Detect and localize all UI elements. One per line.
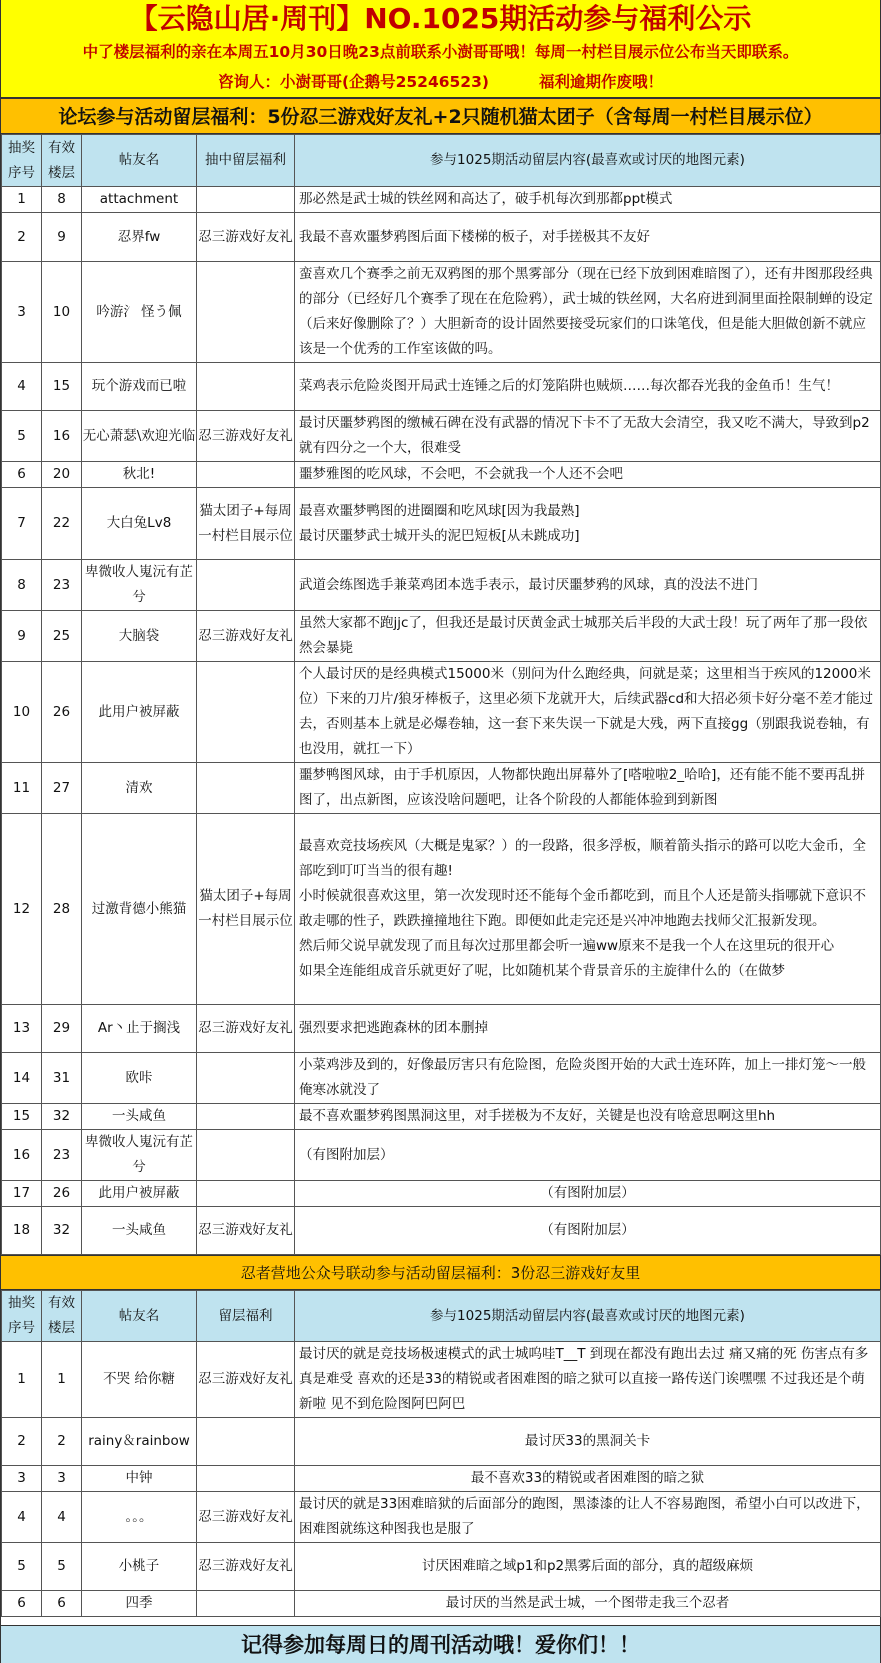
cell-lottery-no: 2 [2, 213, 42, 262]
cell-floor: 26 [42, 662, 82, 763]
expiry-notice: 福利逾期作废哦！ [538, 73, 663, 91]
table-row [2, 1342, 881, 1418]
cell-lottery-no: 9 [2, 611, 42, 662]
table-row [2, 1466, 881, 1492]
cell-floor: 26 [42, 1181, 82, 1207]
cell-lottery-no: 12 [2, 814, 42, 1005]
cell-prize: 忍三游戏好友礼 [197, 213, 295, 262]
cell-floor: 9 [42, 213, 82, 262]
cell-floor: 2 [42, 1418, 82, 1466]
cell-content: 小菜鸡涉及到的，好像最厉害只有危险图，危险炎图开始的大武士连环阵，加上一排灯笼～一般俺寒冰就没了 [295, 1053, 881, 1104]
cell-content: 最讨厌的就是竞技场极速模式的武士城呜哇T__T 到现在都没有跑出去过 痛又痛的死 伤害点有多 真是难受 喜欢的还是33的精锐或者困难图的暗之狱可以直接一路传送门诶嘿嘿 不过我还是个萌新啦 见不到危险图阿巴阿巴 [295, 1342, 881, 1418]
cell-prize: 忍三游戏好友礼 [197, 1492, 295, 1543]
cell-prize [197, 1104, 295, 1130]
cell-prize: 忍三游戏好友礼 [197, 611, 295, 662]
cell-lottery-no: 6 [2, 462, 42, 488]
cell-lottery-no: 1 [2, 187, 42, 213]
table-row [2, 1492, 881, 1543]
col-header-floor: 有效楼层 [42, 1291, 82, 1342]
claim-notice: 中了楼层福利的亲在本周五10月30日晚23点前联系小澍哥哥哦！每周一村栏目展示位公布当天即联系。 [82, 43, 799, 61]
section2-header-row [2, 1291, 881, 1342]
cell-username: 四季 [82, 1591, 197, 1617]
col-header-no: 抽奖序号 [2, 135, 42, 187]
cell-content: 最不喜欢噩梦鸦图黑洞这里，对手搓极为不友好，关键是也没有啥意思啊这里hh [295, 1104, 881, 1130]
col-header-prize: 留层福利 [197, 1291, 295, 1342]
cell-floor: 28 [42, 814, 82, 1005]
cell-floor: 32 [42, 1104, 82, 1130]
cell-content: 讨厌困难暗之域p1和p2黑雾后面的部分，真的超级麻烦 [295, 1543, 881, 1591]
cell-floor: 22 [42, 488, 82, 560]
cell-floor: 16 [42, 411, 82, 462]
cell-username: Ar丶止于搁浅 [82, 1005, 197, 1053]
table-row [2, 1207, 881, 1255]
cell-username: 无心萧瑟\欢迎光临 [82, 411, 197, 462]
cell-content: 强烈要求把逃跑森林的团本删掉 [295, 1005, 881, 1053]
cell-username: 秋北! [82, 462, 197, 488]
col-header-floor: 有效楼层 [42, 135, 82, 187]
cell-content: 最不喜欢33的精锐或者困难图的暗之狱 [295, 1466, 881, 1492]
table-row [2, 1130, 881, 1181]
footer-banner: 记得参加每周日的周刊活动哦！爱你们！！ [1, 1625, 880, 1663]
cell-username: 忍界fw [82, 213, 197, 262]
cell-prize [197, 262, 295, 363]
table-row [2, 187, 881, 213]
table-row [2, 560, 881, 611]
cell-lottery-no: 2 [2, 1418, 42, 1466]
cell-lottery-no: 1 [2, 1342, 42, 1418]
cell-username: 欧咔 [82, 1053, 197, 1104]
cell-username: 一头咸鱼 [82, 1207, 197, 1255]
cell-content: （有图附加层） [295, 1181, 881, 1207]
cell-prize [197, 187, 295, 213]
cell-lottery-no: 5 [2, 411, 42, 462]
col-header-content: 参与1025期活动留层内容(最喜欢或讨厌的地图元素) [295, 135, 881, 187]
cell-lottery-no: 8 [2, 560, 42, 611]
cell-username: 过激背德小熊猫 [82, 814, 197, 1005]
cell-floor: 4 [42, 1492, 82, 1543]
cell-prize: 猫太团子+每周一村栏目展示位 [197, 814, 295, 1005]
cell-content: 菜鸡表示危险炎图开局武士连锤之后的灯笼陷阱也贼烦……每次都吞光我的金鱼币！生气！ [295, 363, 881, 411]
cell-content: 最喜欢噩梦鸭图的进圈圈和吃风球[因为我最熟] 最讨厌噩梦武士城开头的泥巴短板[从未跳成功] [295, 488, 881, 560]
table-row [2, 814, 881, 1005]
cell-prize [197, 363, 295, 411]
table-row [2, 411, 881, 462]
cell-lottery-no: 17 [2, 1181, 42, 1207]
cell-floor: 15 [42, 363, 82, 411]
cell-username: 一头咸鱼 [82, 1104, 197, 1130]
cell-content: 武道会练图选手兼菜鸡团本选手表示，最讨厌噩梦鸦的风球，真的没法不进门 [295, 560, 881, 611]
cell-lottery-no: 16 [2, 1130, 42, 1181]
cell-floor: 27 [42, 763, 82, 814]
cell-prize: 忍三游戏好友礼 [197, 1543, 295, 1591]
cell-prize [197, 1181, 295, 1207]
cell-username: 。。。 [82, 1492, 197, 1543]
cell-lottery-no: 4 [2, 363, 42, 411]
cell-prize: 忍三游戏好友礼 [197, 1005, 295, 1053]
table-row [2, 1104, 881, 1130]
table-row [2, 1005, 881, 1053]
cell-content: 最讨厌噩梦鸦图的缴械石碑在没有武器的情况下卡不了无敌大会清空，我又吃不满大，导致到p2就有四分之一个大，很难受 [295, 411, 881, 462]
table-row [2, 488, 881, 560]
cell-prize [197, 1130, 295, 1181]
cell-content: 我最不喜欢噩梦鸦图后面下楼梯的板子，对手搓极其不友好 [295, 213, 881, 262]
cell-username: 中钟 [82, 1466, 197, 1492]
cell-floor: 6 [42, 1591, 82, 1617]
col-header-content: 参与1025期活动留层内容(最喜欢或讨厌的地图元素) [295, 1291, 881, 1342]
cell-content: 虽然大家都不跑jjc了，但我还是最讨厌黄金武士城那关后半段的大武士段！玩了两年了那一段依然会暴毙 [295, 611, 881, 662]
cell-floor: 5 [42, 1543, 82, 1591]
cell-username: rainy＆rainbow [82, 1418, 197, 1466]
cell-username: 吟游氵 怪う佩 [82, 262, 197, 363]
cell-content: 最喜欢竞技场疾风（大概是鬼冢？）的一段路，很多浮板，顺着箭头指示的路可以吃大金币，全部吃到叮叮当当的很有趣! 小时候就很喜欢这里，第一次发现时还不能每个金币都吃到，而且个人还是箭头指哪就下意识不敢走哪的性子，跌跌撞撞地往下跑。即便如此走完还是兴冲冲地跑去找师父汇报新发现。 然后师父说早就发现了而且每次过那里都会听一遍ww原来不是我一个人在这里玩的很开心 如果全连能组成音乐就更好了呢，比如随机某个背景音乐的主旋律什么的（在做梦 [295, 814, 881, 1005]
cell-lottery-no: 4 [2, 1492, 42, 1543]
cell-lottery-no: 13 [2, 1005, 42, 1053]
cell-username: 清欢 [82, 763, 197, 814]
cell-content: 噩梦鸭图风球，由于手机原因，人物都快跑出屏幕外了[嗒啦啦2_哈哈]，还有能不能不要再乱拼图了，出点新图，应该没啥问题吧，让各个阶段的人都能体验到到新图 [295, 763, 881, 814]
cell-prize [197, 560, 295, 611]
cell-content: （有图附加层） [295, 1207, 881, 1255]
cell-lottery-no: 14 [2, 1053, 42, 1104]
col-header-no: 抽奖序号 [2, 1291, 42, 1342]
table-row [2, 1181, 881, 1207]
cell-floor: 31 [42, 1053, 82, 1104]
cell-username: 大白兔Lv8 [82, 488, 197, 560]
cell-floor: 29 [42, 1005, 82, 1053]
cell-lottery-no: 7 [2, 488, 42, 560]
cell-prize: 忍三游戏好友礼 [197, 1207, 295, 1255]
table-row [2, 462, 881, 488]
contact-info: 咨询人：小澍哥哥(企鹅号25246523) [218, 73, 489, 91]
cell-content: 最讨厌的当然是武士城，一个图带走我三个忍者 [295, 1591, 881, 1617]
section1-header-row [2, 135, 881, 187]
cell-floor: 1 [42, 1342, 82, 1418]
cell-prize [197, 1591, 295, 1617]
cell-prize: 忍三游戏好友礼 [197, 1342, 295, 1418]
cell-lottery-no: 6 [2, 1591, 42, 1617]
cell-content: （有图附加层） [295, 1130, 881, 1181]
cell-floor: 10 [42, 262, 82, 363]
table-row [2, 763, 881, 814]
cell-content: 最讨厌33的黑洞关卡 [295, 1418, 881, 1466]
table-row [2, 662, 881, 763]
cell-content: 噩梦雅图的吃风球，不会吧，不会就我一个人还不会吧 [295, 462, 881, 488]
cell-lottery-no: 3 [2, 1466, 42, 1492]
cell-username: attachment [82, 187, 197, 213]
cell-lottery-no: 3 [2, 262, 42, 363]
section1-title: 论坛参与活动留层福利：5份忍三游戏好友礼+2只随机猫太团子（含每周一村栏目展示位） [1, 98, 880, 134]
cell-username: 玩个游戏而已啦 [82, 363, 197, 411]
cell-lottery-no: 11 [2, 763, 42, 814]
cell-username: 此用户被屏蔽 [82, 662, 197, 763]
cell-content: 蛮喜欢几个赛季之前无双鸦图的那个黑雾部分（现在已经下放到困难暗图了），还有井图那段经典的部分（已经好几个赛季了现在在危险鸦），武士城的铁丝网，大名府进到洞里面拴限制蝉的设定（后来好像删除了？）大胆新奇的设计固然要接受玩家们的口诛笔伐，但是能大胆做创新不就应该是一个优秀的工作室该做的吗。 [295, 262, 881, 363]
table-row [2, 363, 881, 411]
cell-prize: 猫太团子+每周一村栏目展示位 [197, 488, 295, 560]
cell-prize [197, 462, 295, 488]
cell-content: 最讨厌的就是33困难暗狱的后面部分的跑图，黑漆漆的让人不容易跑图，希望小白可以改进下，困难图就练这种图我也是服了 [295, 1492, 881, 1543]
contact-line [1, 67, 880, 97]
cell-prize [197, 1418, 295, 1466]
cell-floor: 23 [42, 560, 82, 611]
cell-floor: 20 [42, 462, 82, 488]
cell-floor: 23 [42, 1130, 82, 1181]
cell-username: 此用户被屏蔽 [82, 1181, 197, 1207]
section2-title: 忍者营地公众号联动参与活动留层福利：3份忍三游戏好友里 [1, 1255, 880, 1290]
page-title: 【云隐山居·周刊】NO.1025期活动参与福利公示 [129, 2, 752, 35]
cell-username: 不哭 给你糖 [82, 1342, 197, 1418]
cell-prize [197, 1053, 295, 1104]
cell-lottery-no: 10 [2, 662, 42, 763]
table-row [2, 213, 881, 262]
table-row [2, 1591, 881, 1617]
cell-lottery-no: 5 [2, 1543, 42, 1591]
cell-username: 卑微收人嵬沅有芷兮 [82, 560, 197, 611]
table-row [2, 1053, 881, 1104]
cell-content: 个人最讨厌的是经典模式15000米（别问为什么跑经典，问就是菜；这里相当于疾风的12000米位）下来的刀片/狼牙棒板子，这里必须下龙就开大，后续武器cd和大招必须卡好分毫不差才能过去，否则基本上就是必爆卷轴，这一套下来失误一下就是大残，两下直接gg（别跟我说卷轴，有也没用，就扛一下） [295, 662, 881, 763]
table-row [2, 1418, 881, 1466]
col-header-prize: 抽中留层福利 [197, 135, 295, 187]
cell-floor: 32 [42, 1207, 82, 1255]
cell-floor: 3 [42, 1466, 82, 1492]
section1-table [1, 134, 881, 1255]
cell-prize [197, 763, 295, 814]
col-header-name: 帖友名 [82, 135, 197, 187]
cell-username: 小桃子 [82, 1543, 197, 1591]
cell-lottery-no: 15 [2, 1104, 42, 1130]
cell-username: 大脑袋 [82, 611, 197, 662]
table-row [2, 1543, 881, 1591]
col-header-name: 帖友名 [82, 1291, 197, 1342]
cell-prize [197, 662, 295, 763]
cell-lottery-no: 18 [2, 1207, 42, 1255]
cell-prize: 忍三游戏好友礼 [197, 411, 295, 462]
section2-table [1, 1290, 881, 1617]
table-row [2, 262, 881, 363]
cell-prize [197, 1466, 295, 1492]
cell-floor: 25 [42, 611, 82, 662]
cell-username: 卑微收人嵬沅有芷兮 [82, 1130, 197, 1181]
table-row [2, 611, 881, 662]
header-banner [1, 0, 880, 98]
cell-content: 那必然是武士城的铁丝网和高达了，破手机每次到那都ppt模式 [295, 187, 881, 213]
cell-floor: 8 [42, 187, 82, 213]
